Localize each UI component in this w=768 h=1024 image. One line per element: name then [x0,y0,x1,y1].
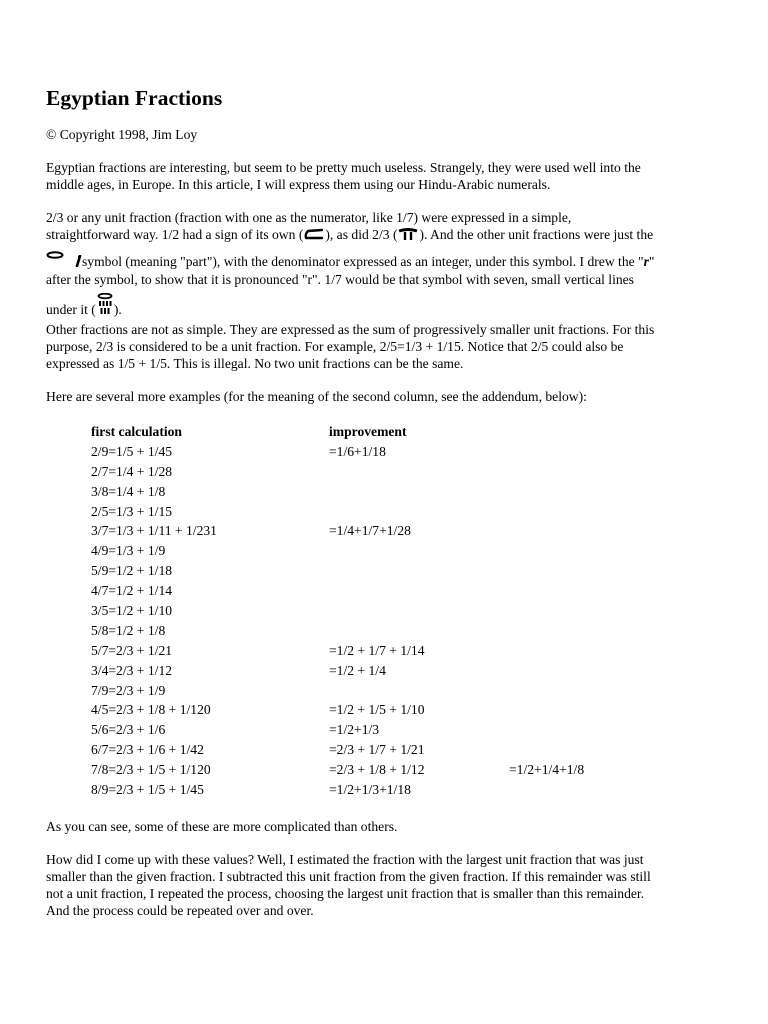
table-row [91,760,721,780]
table-row [91,561,721,581]
sum-paragraph [46,321,726,372]
table-row [91,601,721,621]
method-line-2: smaller than the given fraction. I subtracted this unit fraction from the given fraction. If this remainder was still [46,869,651,884]
table-row [91,661,721,681]
table-body [91,442,721,800]
table-header-row [91,422,721,442]
improvement-cell: =1/6+1/18 [329,443,386,459]
first-calculation-cell: 3/7=1/3 + 1/11 + 1/231 [91,523,217,539]
improvement-cell: =2/3 + 1/7 + 1/21 [329,742,425,758]
unit-line-3-part-a: symbol (meaning "part"), with the denominator expressed as an integer, under this symbol. I drew the " [82,253,644,269]
unit-line-2-part-c: ). And the other unit fractions were just the [419,227,654,242]
first-calculation-cell: 2/5=1/3 + 1/15 [91,503,173,519]
first-calculation-cell: 3/8=1/4 + 1/8 [91,483,166,499]
table-row [91,740,721,760]
table-row [91,641,721,661]
sum-line-2: purpose, 2/3 is considered to be a unit fraction. For example, 2/5=1/3 + 1/15. Notice that 2/5 could also be [46,339,624,354]
copyright-line [46,126,726,143]
unit-fraction-paragraph [46,209,726,319]
method-line-4: And the process could be repeated over and over. [46,903,314,918]
table-row [91,462,721,482]
unit-line-5-part-b: ). [113,302,122,318]
examples-intro-text: Here are several more examples (for the meaning of the second column, see the addendum, below): [46,389,587,404]
half-sign-hieroglyph-icon [304,227,324,244]
improvement-cell: =1/2 + 1/5 + 1/10 [329,702,425,718]
unit-line-1: 2/3 or any unit fraction (fraction with one as the numerator, like 1/7) were expressed in a simple, [46,210,572,225]
method-paragraph [46,851,726,919]
first-calculation-cell: 5/9=1/2 + 1/18 [91,563,173,579]
table-row [91,502,721,522]
table-row [91,621,721,641]
unit-line-2-part-b: ), as did 2/3 ( [325,227,398,242]
first-calculation-cell: 3/4=2/3 + 1/12 [91,662,173,678]
first-calculation-cell: 5/6=2/3 + 1/6 [91,722,166,738]
intro-line-1: Egyptian fractions are interesting, but seem to be pretty much useless. Strangely, they were used well into the [46,160,641,175]
two-thirds-hieroglyph-icon [398,227,418,245]
examples-intro [46,388,726,405]
page-title: Egyptian Fractions [46,86,223,110]
table-row [91,521,721,541]
intro-line-2: middle ages, in Europe. In this article, I will express them using our Hindu-Arabic numerals. [46,177,551,192]
further-improvement-cell: =1/2+1/4+1/8 [509,762,585,778]
fractions-table [91,422,721,800]
method-line-1: How did I come up with these values? Well, I estimated the fraction with the largest unit fraction that was just [46,852,644,867]
table-row [91,780,721,800]
improvement-cell: =2/3 + 1/8 + 1/12 [329,762,425,778]
first-calculation-cell: 7/9=2/3 + 1/9 [91,682,166,698]
improvement-cell: =1/2 + 1/4 [329,662,386,678]
improvement-cell: =1/2+1/3 [329,722,380,738]
method-line-3: not a unit fraction, I repeated the process, choosing the largest unit fraction that is smaller than this remainder. [46,886,645,901]
header-improvement: improvement [329,424,407,439]
header-first-calculation: first calculation [91,424,182,439]
first-calculation-cell: 4/9=1/3 + 1/9 [91,543,166,559]
improvement-cell: =1/4+1/7+1/28 [329,523,411,539]
table-row [91,700,721,720]
table-row [91,541,721,561]
table-row [91,720,721,740]
first-calculation-cell: 2/9=1/5 + 1/45 [91,443,173,459]
unit-line-3 [46,247,726,271]
unit-line-5 [46,293,726,319]
part-mouth-hieroglyph-icon [46,247,64,264]
first-calculation-cell: 7/8=2/3 + 1/5 + 1/120 [91,762,211,778]
as-you-see-paragraph [46,818,726,835]
r-letter: r [643,253,649,269]
r-stroke-hieroglyph-icon [75,254,82,271]
table-row [91,442,721,462]
sum-line-1: Other fractions are not as simple. They are expressed as the sum of progressively smaller unit fractions. For this [46,322,655,337]
first-calculation-cell: 2/7=1/4 + 1/28 [91,463,173,479]
sum-line-3: expressed as 1/5 + 1/5. This is illegal. No two unit fractions can be the same. [46,356,464,371]
improvement-cell: =1/2 + 1/7 + 1/14 [329,642,425,658]
unit-line-2 [46,226,726,245]
unit-line-4: after the symbol, to show that it is pronounced "r". 1/7 would be that symbol with seven, small vertical lines [46,272,634,288]
first-calculation-cell: 3/5=1/2 + 1/10 [91,603,173,619]
first-calculation-cell: 4/7=1/2 + 1/14 [91,583,173,599]
improvement-cell: =1/2+1/3+1/18 [329,782,411,798]
table-row [91,581,721,601]
unit-line-3-part-b: " [648,253,655,269]
first-calculation-cell: 5/8=1/2 + 1/8 [91,622,166,638]
first-calculation-cell: 6/7=2/3 + 1/6 + 1/42 [91,742,204,758]
unit-line-5-part-a: under it ( [46,302,96,318]
first-calculation-cell: 5/7=2/3 + 1/21 [91,642,173,658]
unit-line-2-part-a: straightforward way. 1/2 had a sign of its own ( [46,227,304,242]
first-calculation-cell: 4/5=2/3 + 1/8 + 1/120 [91,702,211,718]
table-row [91,681,721,701]
one-seventh-hieroglyph-icon [97,293,113,319]
copyright-text: © Copyright 1998, Jim Loy [46,127,198,142]
first-calculation-cell: 8/9=2/3 + 1/5 + 1/45 [91,782,204,798]
table-row [91,482,721,502]
intro-paragraph [46,159,726,193]
as-you-see-text: As you can see, some of these are more complicated than others. [46,819,398,834]
